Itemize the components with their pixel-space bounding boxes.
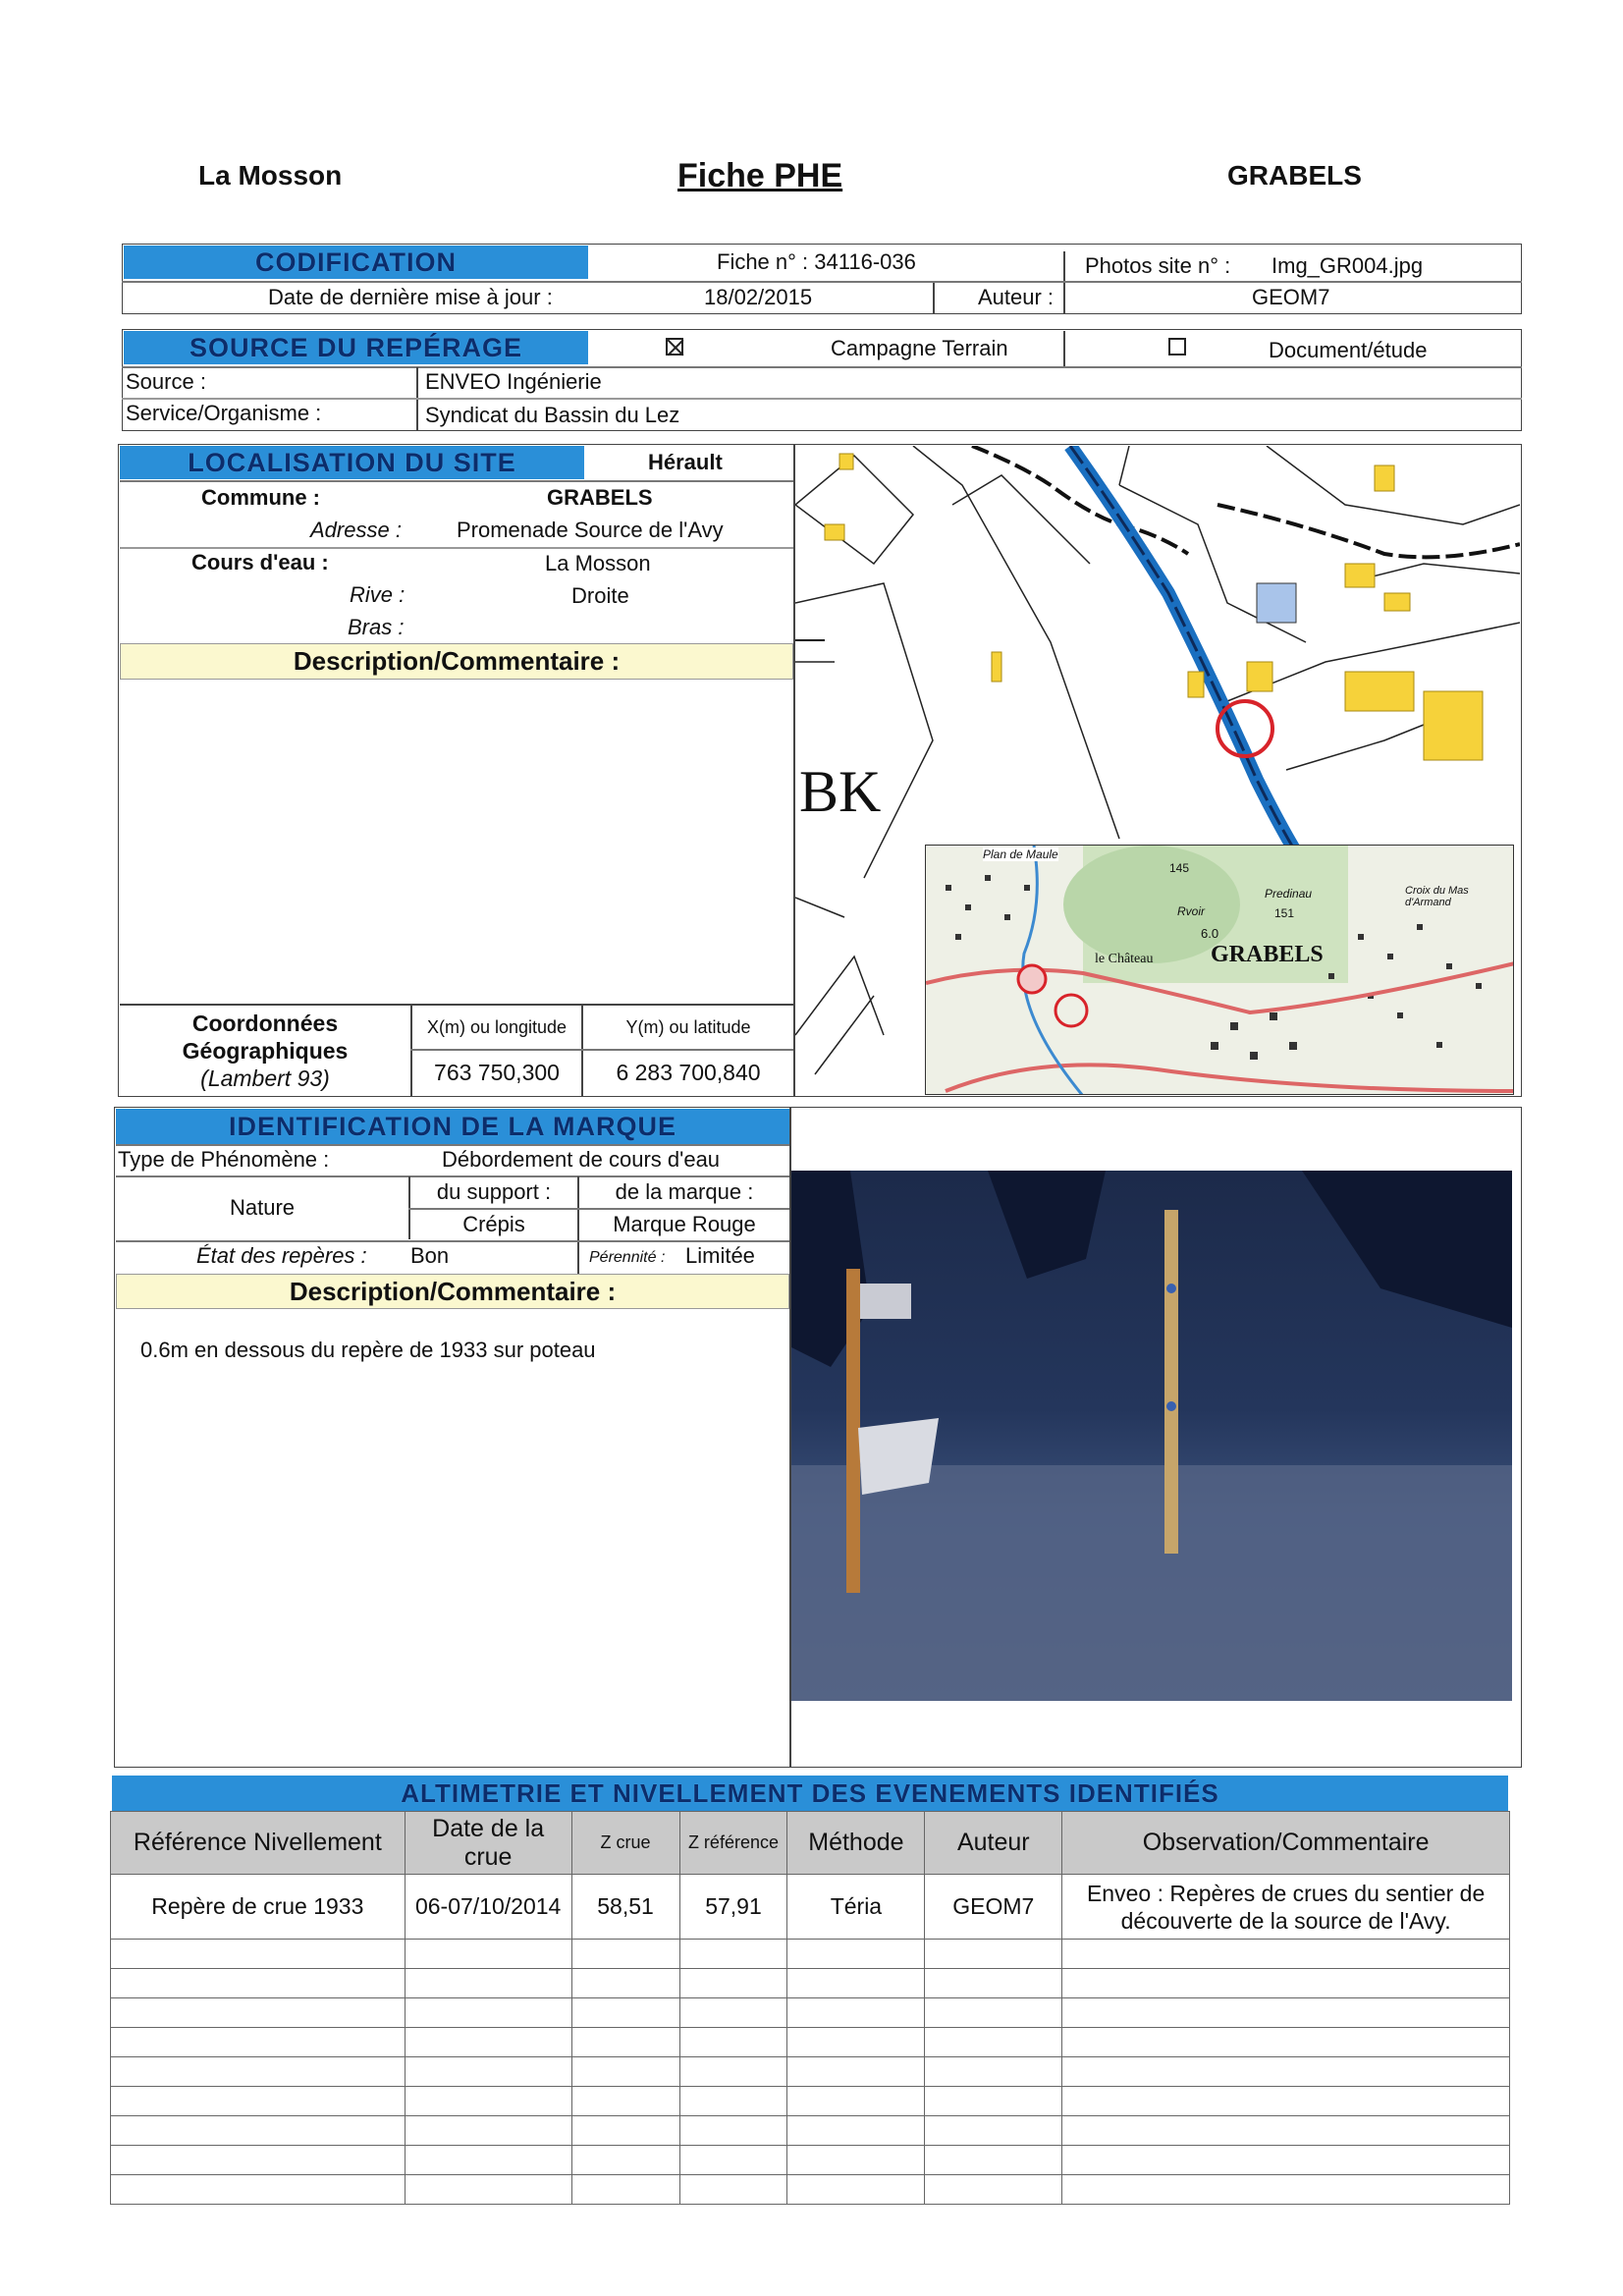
topo-place-grabels: GRABELS [1211,942,1324,967]
table-row [111,2175,1510,2205]
site-description-body [120,680,793,1004]
altimetrie-table [110,1811,1510,2205]
coord-label-line2: Géographiques [182,1038,349,1064]
document-checkbox[interactable] [1168,338,1186,355]
table-row [111,2057,1510,2087]
col-date: Date de la crue [405,1812,571,1875]
table-row [111,2116,1510,2146]
page-title: Fiche PHE [677,157,843,194]
coord-label-line3: (Lambert 93) [200,1066,330,1091]
table-row [111,1875,1510,1940]
col-z-reference: Z référence [679,1812,787,1875]
table-row [111,2087,1510,2116]
commune-label: Commune : [201,485,320,510]
source-value: ENVEO Ingénierie [425,369,602,394]
document-label: Document/étude [1269,338,1428,362]
col-reference: Référence Nivellement [111,1812,406,1875]
type-phenomene-label: Type de Phénomène : [118,1147,330,1172]
source-title: SOURCE DU REPÉRAGE [124,331,588,364]
support-label: du support : [436,1178,552,1204]
update-date-value: 18/02/2015 [704,285,813,309]
adresse-value: Promenade Source de l'Avy [457,518,724,542]
etat-reperes-label: État des repères : [196,1243,367,1268]
topo-inset-drawing [926,846,1514,1095]
update-date-label: Date de dernière mise à jour : [268,285,553,309]
x-coord-label: X(m) ou longitude [426,1016,568,1037]
table-row [111,2028,1510,2057]
fiche-number: Fiche n° : 34116-036 [717,249,916,274]
source-label: Source : [126,369,206,394]
topo-altitude-2: 151 [1274,906,1295,920]
cadastre-section-label: BK [799,759,882,824]
coord-label-line1: Coordonnées [191,1011,339,1036]
topo-altitude-1: 145 [1169,861,1190,875]
cell-reference: Repère de crue 1933 [111,1875,406,1940]
perennite-label: Pérennité : [589,1249,666,1266]
col-observation: Observation/Commentaire [1062,1812,1510,1875]
marque-label: de la marque : [615,1178,754,1204]
y-coord-label: Y(m) ou latitude [625,1016,751,1037]
nature-label: Nature [229,1195,296,1220]
cell-date: 06-07/10/2014 [405,1875,571,1940]
topo-place-plan-de-maule: Plan de Maule [983,847,1058,861]
topo-place-predinau: Predinau [1265,887,1313,901]
support-value: Crépis [462,1211,525,1236]
site-description-header: Description/Commentaire : [120,643,793,680]
photos-label: Photos site n° : [1085,253,1231,278]
cell-z-reference: 57,91 [679,1875,787,1940]
header-left: La Mosson [198,160,343,191]
col-methode: Méthode [787,1812,925,1875]
y-coord-value: 6 283 700,840 [616,1059,761,1085]
auteur-value: GEOM7 [1252,285,1330,309]
altimetrie-title: ALTIMETRIE ET NIVELLEMENT DES EVENEMENTS IDENTIFIÉS [112,1776,1508,1811]
table-row [111,1998,1510,2028]
commune-value: GRABELS [547,485,653,510]
table-row [111,2146,1510,2175]
cell-auteur: GEOM7 [925,1875,1062,1940]
codification-title: CODIFICATION [124,246,588,279]
adresse-label: Adresse : [310,518,402,542]
etat-reperes-value: Bon [410,1243,450,1268]
rive-label: Rive : [350,582,406,607]
site-photo [791,1171,1512,1701]
bras-label: Bras : [348,615,405,639]
x-coord-value: 763 750,300 [434,1059,560,1085]
perennite-value: Limitée [685,1243,755,1268]
table-row [111,1940,1510,1969]
col-z-crue: Z crue [571,1812,679,1875]
cell-observation: Enveo : Repères de crues du sentier de découverte de la source de l'Avy. [1062,1875,1510,1940]
type-phenomene-value: Débordement de cours d'eau [442,1147,721,1172]
cours-label: Cours d'eau : [191,550,329,574]
identification-title: IDENTIFICATION DE LA MARQUE [116,1109,789,1144]
col-auteur: Auteur [925,1812,1062,1875]
cours-value: La Mosson [545,551,651,575]
rive-value: Droite [571,583,629,608]
localisation-title: LOCALISATION DU SITE [120,446,584,479]
cell-methode: Téria [787,1875,925,1940]
marque-value: Marque Rouge [613,1211,756,1236]
altimetrie-header-row [111,1812,1510,1875]
topo-place-rvoir: Rvoir [1177,904,1206,918]
site-photo-drawing [791,1171,1512,1701]
auteur-label: Auteur : [978,285,1055,309]
service-value: Syndicat du Bassin du Lez [425,403,680,427]
mark-description-text: 0.6m en dessous du repère de 1933 sur poteau [140,1338,596,1362]
header-right: GRABELS [1227,160,1362,191]
table-row [111,1969,1510,1998]
service-label: Service/Organisme : [126,401,322,425]
cell-z-crue: 58,51 [571,1875,679,1940]
mark-description-header: Description/Commentaire : [116,1274,789,1309]
photos-value: Img_GR004.jpg [1271,253,1424,278]
topo-place-croix: Croix du Mas d'Armand [1405,885,1469,908]
topo-altitude-3: 6.0 [1201,926,1219,941]
departement: Hérault [648,450,723,474]
campagne-label: Campagne Terrain [831,336,1008,360]
topo-place-chateau: le Château [1095,952,1154,966]
topo-inset-map [925,845,1514,1095]
campagne-checkbox[interactable] [666,338,683,355]
coord-label [120,1006,410,1096]
